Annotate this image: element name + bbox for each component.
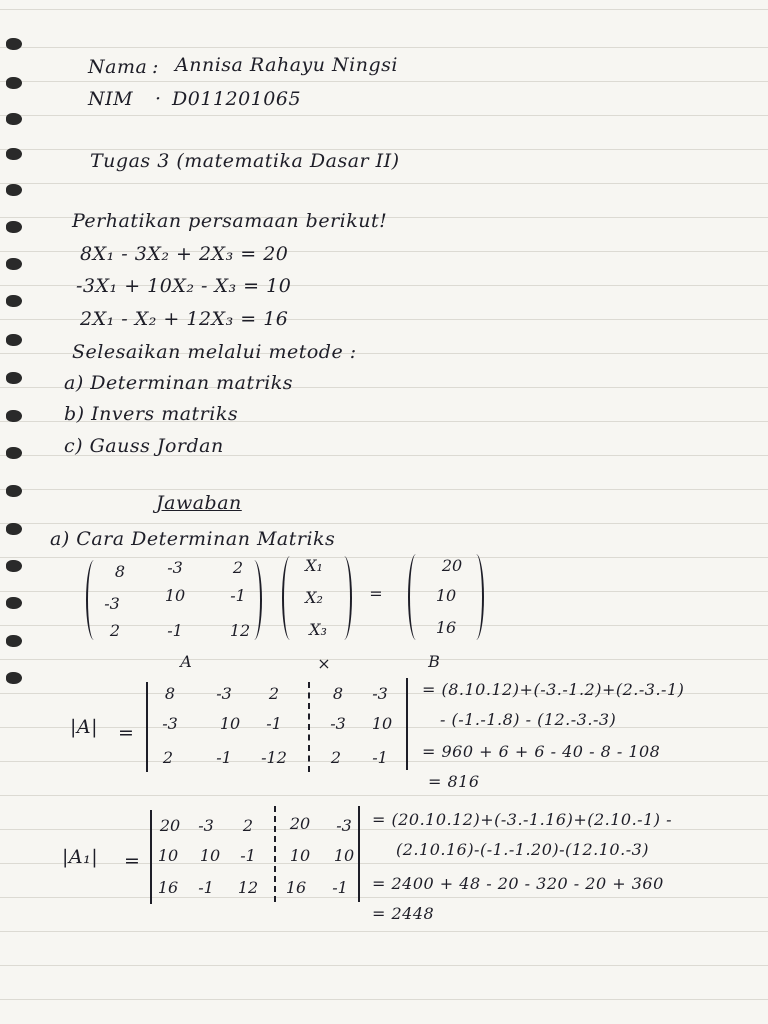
vector-b-left-paren — [408, 554, 424, 640]
name-value: Annisa Rahayu Ningsi — [175, 54, 398, 76]
method-c: c) Gauss Jordan — [64, 435, 224, 457]
det-a-cell: -3 — [330, 714, 346, 733]
binding-hole — [6, 560, 22, 572]
binding-hole — [6, 447, 22, 459]
vector-b-cell: 20 — [441, 556, 463, 575]
binding-hole — [6, 38, 22, 50]
vector-b-cell: 10 — [435, 586, 457, 605]
det-a1-step-1: = (20.10.12)+(-3.-1.16)+(2.10.-1) - — [372, 810, 672, 829]
det-a1-label: |A₁| — [62, 846, 99, 868]
binding-hole — [6, 184, 22, 196]
answer-heading: Jawaban — [156, 492, 242, 514]
binding-hole — [6, 523, 22, 535]
matrix-a-cell: 2 — [232, 558, 244, 577]
det-a1-cell: -1 — [240, 846, 256, 865]
det-a-cell: -3 — [216, 684, 232, 703]
det-a1-cell: 10 — [199, 846, 221, 865]
det-a-step-1: = (8.10.12)+(-3.-1.2)+(2.-3.-1) — [422, 680, 685, 699]
det-a1-cell: 10 — [289, 846, 311, 865]
det-a-result: = 816 — [428, 772, 480, 791]
assignment-title: Tugas 3 (matematika Dasar II) — [90, 150, 400, 172]
det-a-cell: 2 — [330, 748, 342, 767]
det-a-label: |A| — [70, 716, 99, 738]
binding-hole — [6, 334, 22, 346]
matrix-a-cell: -3 — [104, 594, 120, 613]
det-a-cell: 2 — [162, 748, 174, 767]
binding-hole — [6, 410, 22, 422]
det-a1-cell: 10 — [157, 846, 179, 865]
colon: · — [155, 88, 162, 110]
binding-hole — [6, 77, 22, 89]
equation-2: -3X₁ + 10X₂ - X₃ = 10 — [76, 275, 292, 297]
det-a-cell: -12 — [261, 748, 287, 767]
binding-hole — [6, 148, 22, 160]
det-a-step-2: - (-1.-1.8) - (12.-3.-3) — [440, 710, 617, 729]
section-a-title: a) Cara Determinan Matriks — [50, 528, 336, 550]
det-a1-cell: 16 — [285, 878, 307, 897]
det-a-step-3: = 960 + 6 + 6 - 40 - 8 - 108 — [422, 742, 661, 761]
matrix-a-cell: 2 — [109, 621, 121, 640]
det-a-cell: -1 — [372, 748, 388, 767]
problem-intro: Perhatikan persamaan berikut! — [72, 210, 388, 232]
label-vector-b: B — [428, 652, 440, 671]
matrix-a-cell: -1 — [167, 621, 183, 640]
vector-x-right-paren — [336, 556, 352, 640]
det-a1-cell: 20 — [289, 814, 311, 833]
nim-value: D011201065 — [172, 88, 302, 110]
binding-hole — [6, 372, 22, 384]
det-a1-cell: -3 — [198, 816, 214, 835]
det-a1-step-3: = 2400 + 48 - 20 - 320 - 20 + 360 — [372, 874, 664, 893]
det-bar-right — [406, 678, 408, 770]
vector-x-cell: X₁ — [305, 556, 323, 575]
method-a: a) Determinan matriks — [64, 372, 294, 394]
matrix-a-cell: 12 — [229, 621, 251, 640]
matrix-a-cell: -1 — [230, 586, 246, 605]
det-a-cell: 2 — [268, 684, 280, 703]
binding-hole — [6, 258, 22, 270]
matrix-a-cell: 10 — [164, 586, 186, 605]
binding-hole — [6, 635, 22, 647]
det-divider — [308, 682, 310, 772]
binding-hole — [6, 113, 22, 125]
det-a-cell: 10 — [219, 714, 241, 733]
det-a-cell: -1 — [216, 748, 232, 767]
matrix-a-cell: -3 — [167, 558, 183, 577]
vector-b-cell: 16 — [435, 618, 457, 637]
vector-x-cell: X₃ — [309, 620, 327, 639]
det-a1-cell: -1 — [332, 878, 348, 897]
det-a1-cell: -3 — [336, 816, 352, 835]
det-a1-cell: 10 — [333, 846, 355, 865]
det-a1-result: = 2448 — [372, 904, 435, 923]
det-a-cell: -1 — [266, 714, 282, 733]
label-vector-x: × — [317, 654, 331, 673]
matrix-a-cell: 8 — [114, 562, 126, 581]
det-a1-cell: -1 — [198, 878, 214, 897]
binding-hole — [6, 672, 22, 684]
det-a-cell: 8 — [164, 684, 176, 703]
det-a1-cell: 12 — [237, 878, 259, 897]
spiral-binding — [0, 0, 30, 1024]
instruction: Selesaikan melalui metode : — [72, 341, 357, 363]
det-a1-cell: 2 — [242, 816, 254, 835]
binding-hole — [6, 221, 22, 233]
equation-3: 2X₁ - X₂ + 12X₃ = 16 — [80, 308, 289, 330]
det-a1-cell: 16 — [157, 878, 179, 897]
method-b: b) Invers matriks — [64, 403, 239, 425]
det-a-cell: 10 — [371, 714, 393, 733]
binding-hole — [6, 597, 22, 609]
binding-hole — [6, 485, 22, 497]
name-label: Nama — [88, 56, 148, 78]
det-a-cell: -3 — [162, 714, 178, 733]
colon: : — [152, 56, 159, 78]
equals-sign: = — [118, 722, 135, 744]
nim-label: NIM — [88, 88, 134, 110]
binding-hole — [6, 295, 22, 307]
det-a1-step-2: (2.10.16)-(-1.-1.20)-(12.10.-3) — [396, 840, 650, 859]
equals-sign: = — [369, 584, 383, 603]
label-matrix-a: A — [180, 652, 192, 671]
det-a1-cell: 20 — [159, 816, 181, 835]
det-a-cell: 8 — [332, 684, 344, 703]
equals-sign: = — [124, 850, 141, 872]
equation-1: 8X₁ - 3X₂ + 2X₃ = 20 — [80, 243, 289, 265]
vector-x-cell: X₂ — [305, 588, 323, 607]
det-a-cell: -3 — [372, 684, 388, 703]
